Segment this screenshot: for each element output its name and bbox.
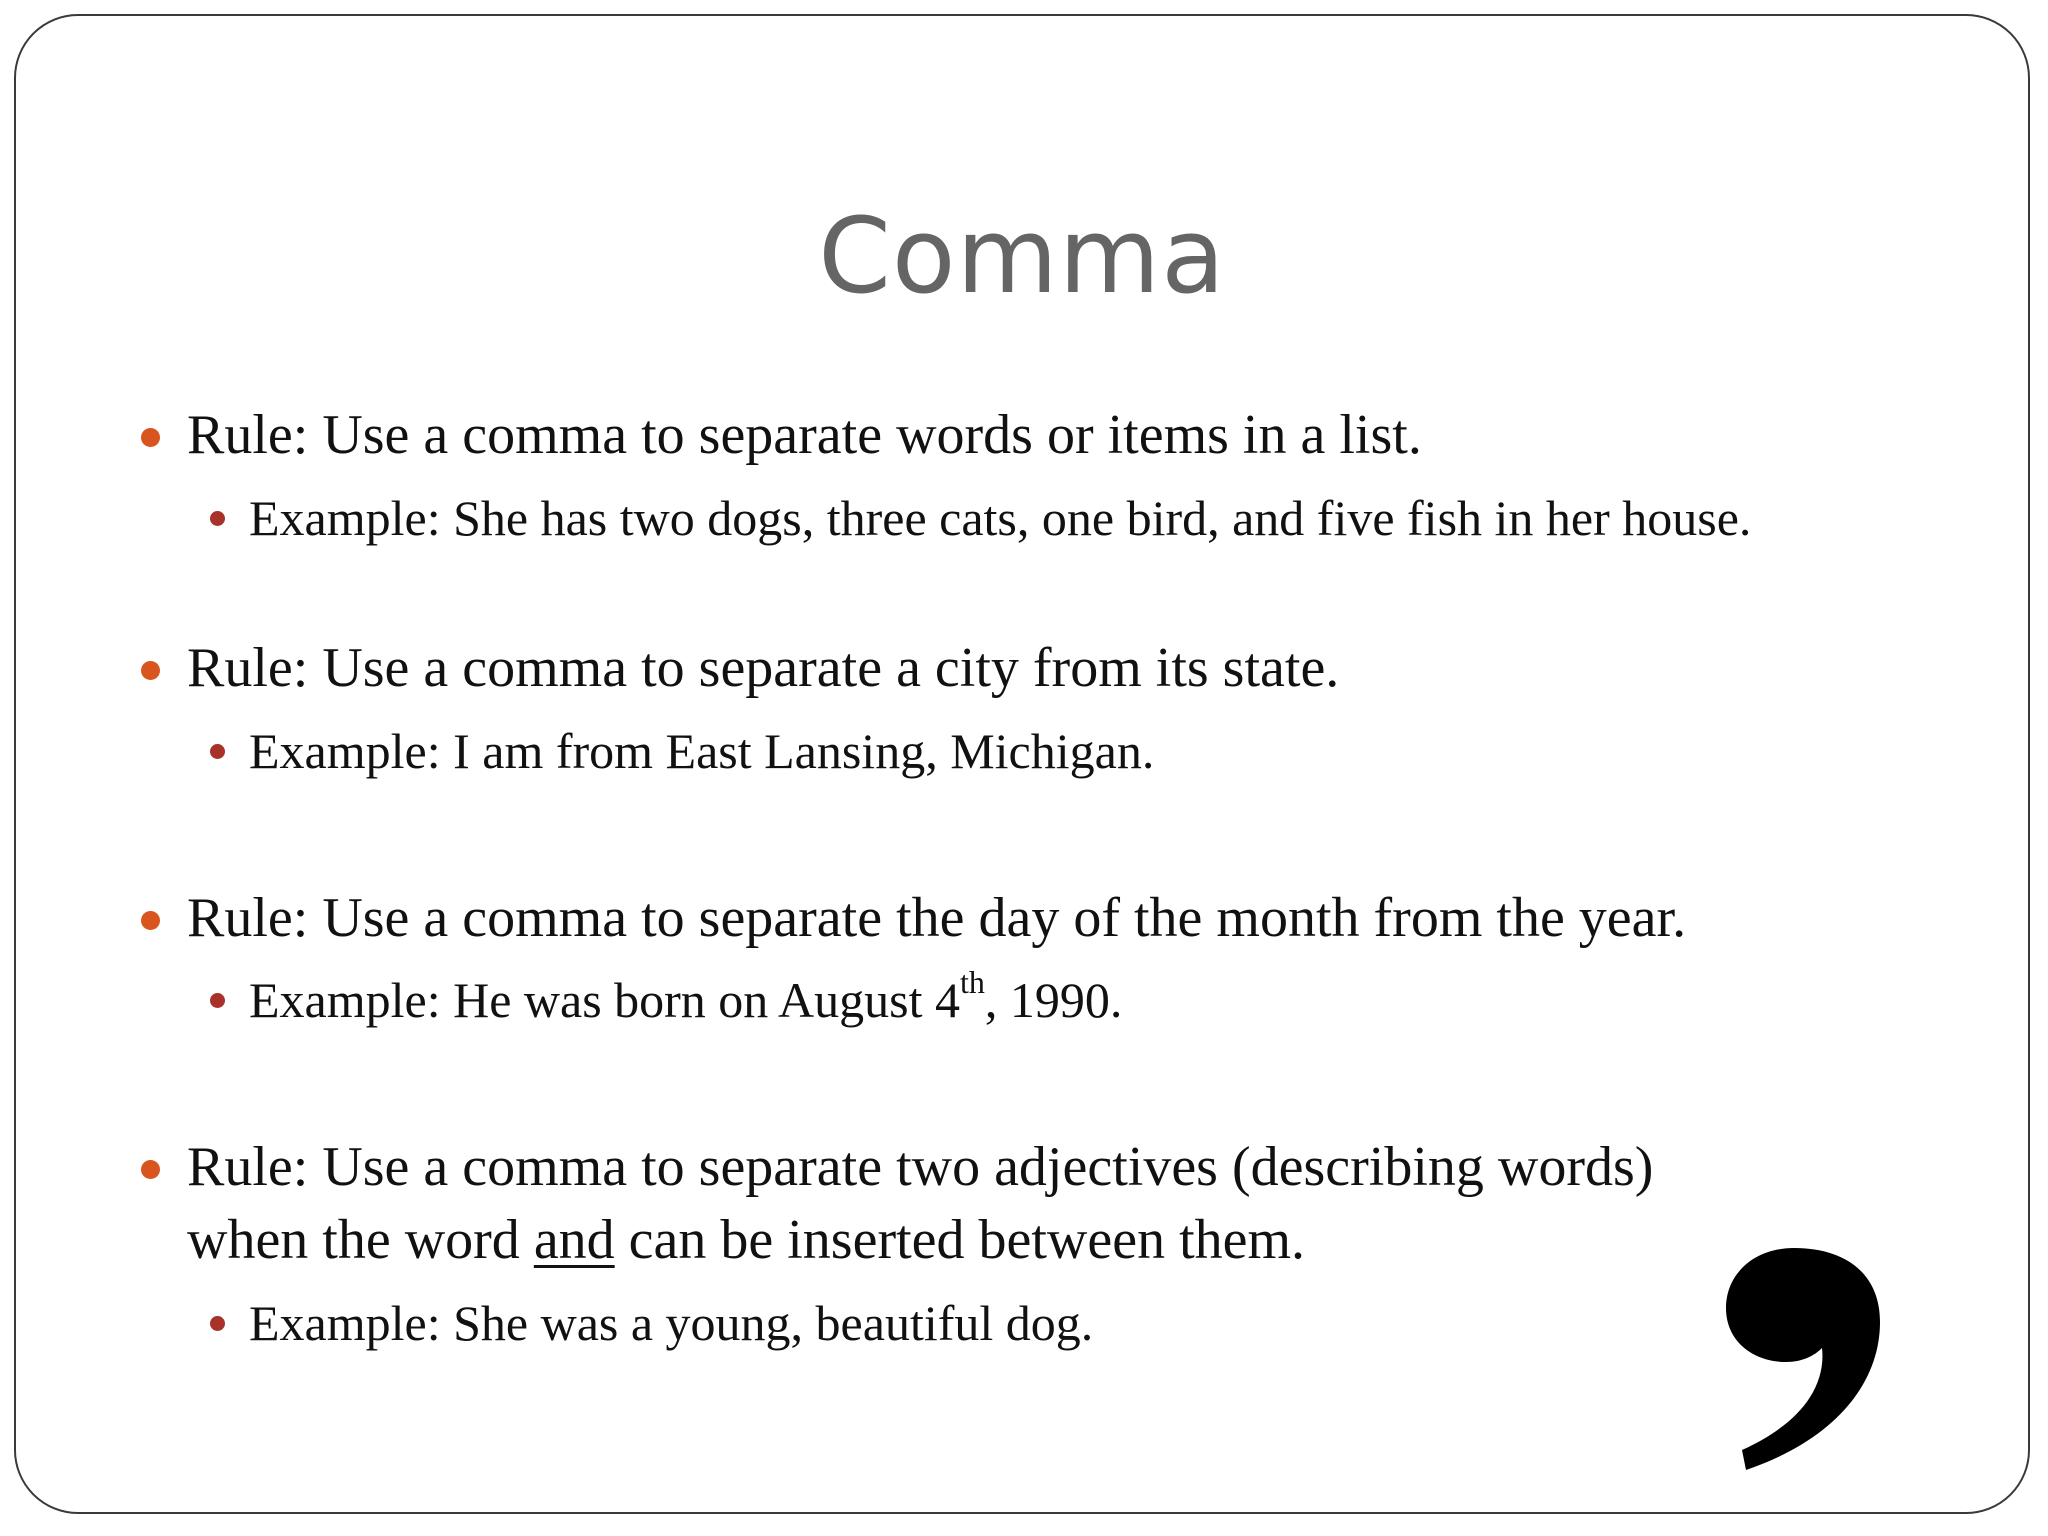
- comma-icon: [1724, 1244, 1884, 1474]
- rule-text-line2-end: can be inserted between them.: [614, 1209, 1306, 1271]
- example-item-2: [249, 719, 1949, 783]
- example-text-end: , 1990.: [984, 972, 1123, 1028]
- bullet-icon: [141, 911, 160, 930]
- rule-text: Rule: Use a comma to separate the day of the month from the year.: [187, 887, 1687, 949]
- rule-item-3: [187, 882, 1887, 955]
- rule-item-1: [187, 399, 1887, 472]
- sub-bullet-icon: [210, 511, 225, 526]
- example-item-3: [249, 964, 1949, 1032]
- bullet-icon: [141, 1160, 160, 1179]
- slide-title: Comma: [818, 195, 1226, 317]
- rule-item-2: [187, 632, 1887, 705]
- rule-text: Rule: Use a comma to separate words or items in a list.: [187, 404, 1422, 466]
- example-text: Example: She has two dogs, three cats, one bird, and five fish in her house.: [249, 490, 1752, 546]
- example-text: Example: I am from East Lansing, Michigan.: [249, 723, 1155, 779]
- example-item-4: [249, 1291, 1949, 1355]
- sub-bullet-icon: [210, 1316, 225, 1331]
- rule-text-line1: Rule: Use a comma to separate two adjectives (describing words): [187, 1136, 1654, 1198]
- slide: [14, 14, 2030, 1514]
- rule-item-4: [187, 1131, 1887, 1277]
- underlined-word: and: [533, 1209, 615, 1271]
- bullet-icon: [141, 661, 160, 680]
- bullet-icon: [141, 428, 160, 447]
- sub-bullet-icon: [210, 744, 225, 759]
- sub-bullet-icon: [210, 993, 225, 1008]
- example-item-1: [249, 486, 1949, 550]
- ordinal-suffix: th: [960, 964, 985, 1000]
- example-text: Example: She was a young, beautiful dog.: [249, 1295, 1094, 1351]
- rule-text: Rule: Use a comma to separate a city from its state.: [187, 637, 1340, 699]
- rule-text-line2-start: when the word: [187, 1209, 534, 1271]
- example-text-start: Example: He was born on August 4: [249, 972, 961, 1028]
